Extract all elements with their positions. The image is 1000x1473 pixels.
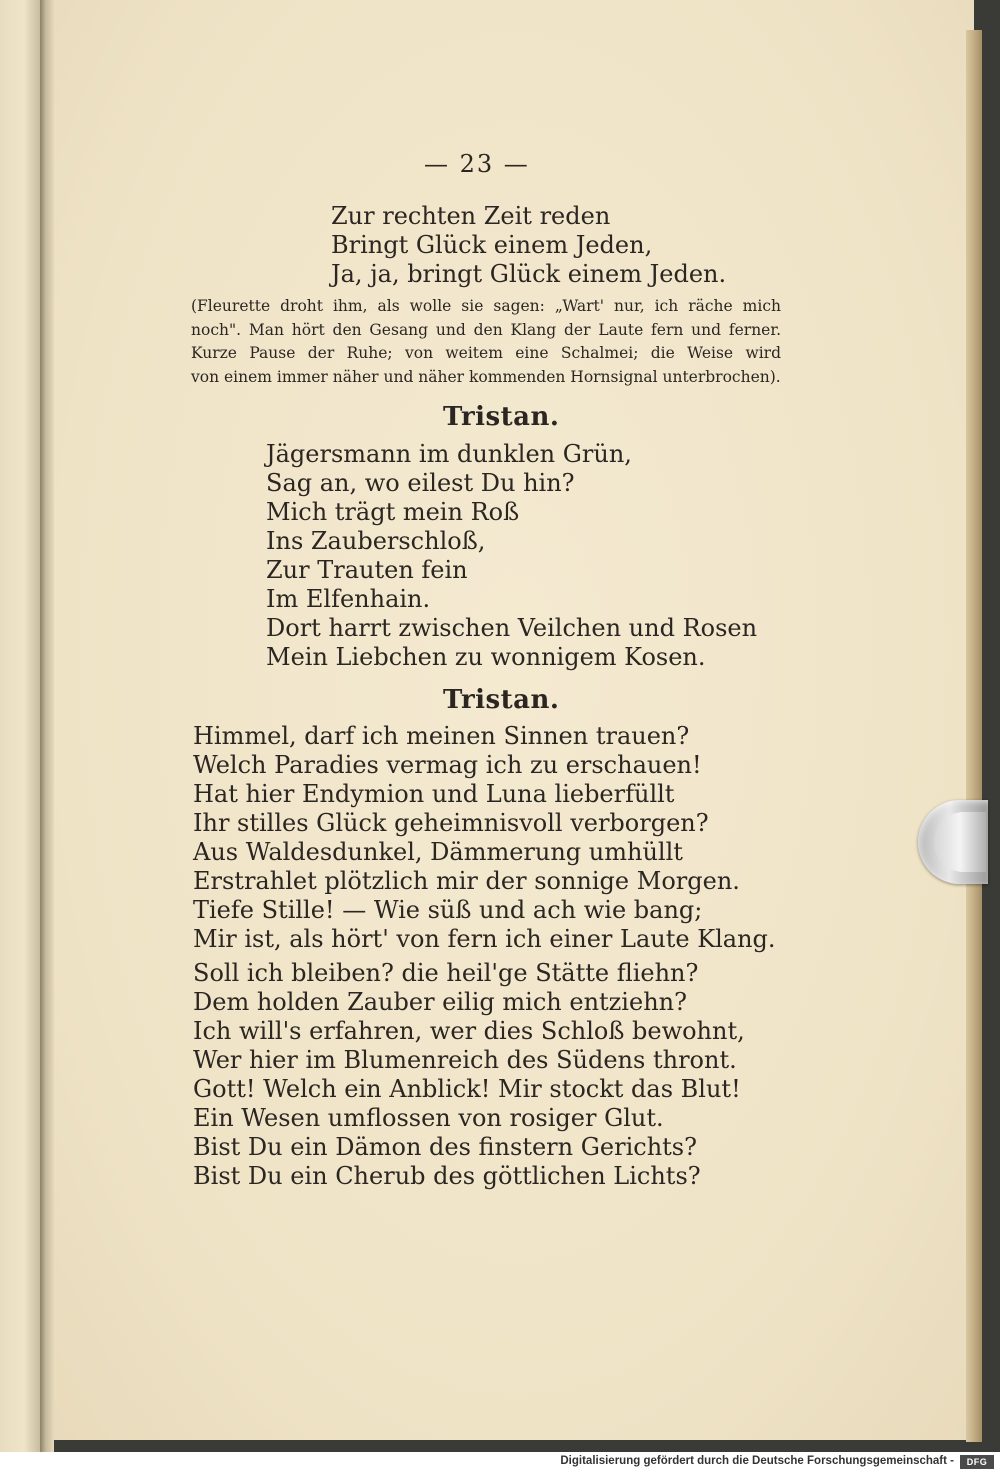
verse-line: Mir ist, als hört' von fern ich einer Laute Klang. (193, 925, 776, 953)
verse-line: Hat hier Endymion und Luna lieberfüllt (193, 780, 675, 808)
verse-line: Wer hier im Blumenreich des Südens thront. (193, 1046, 737, 1074)
book-gutter (40, 0, 54, 1452)
verse-line: Gott! Welch ein Anblick! Mir stockt das Blut! (193, 1075, 741, 1103)
verse-line: Himmel, darf ich meinen Sinnen trauen? (193, 722, 690, 750)
verse-line: Sag an, wo eilest Du hin? (266, 469, 575, 497)
digitization-credit: Digitalisierung gefördert durch die Deutsche Forschungsgemeinschaft - (560, 1455, 954, 1467)
song-line: Ja, ja, bringt Glück einem Jeden. (331, 260, 727, 288)
verse-line: Aus Waldesdunkel, Dämmerung umhüllt (193, 838, 683, 866)
song-line: Zur rechten Zeit reden (331, 202, 611, 230)
stage-direction-line: von einem immer näher und näher kommenden Hornsignal unterbrochen). (191, 367, 781, 386)
verse-line: Welch Paradies vermag ich zu erschauen! (193, 751, 702, 779)
speaker-heading: Tristan. (443, 685, 560, 715)
verse-line: Ins Zauberschloß, (266, 527, 486, 555)
page-stack-edge (966, 30, 982, 1442)
verse-line: Mein Liebchen zu wonnigem Kosen. (266, 643, 706, 671)
verse-line: Ein Wesen umflossen von rosiger Glut. (193, 1104, 664, 1132)
verse-line: Zur Trauten fein (266, 556, 468, 584)
verse-line: Bist Du ein Dämon des finstern Gerichts? (193, 1133, 697, 1161)
verse-line: Dort harrt zwischen Veilchen und Rosen (266, 614, 758, 642)
page-number: — 23 — (424, 150, 530, 178)
stage-direction (191, 295, 781, 389)
stage-direction-line: Kurze Pause der Ruhe; von weitem eine Schalmei; die Weise wird (191, 344, 781, 362)
left-page-edge (0, 0, 40, 1452)
dfg-logo: DFG (960, 1455, 994, 1469)
verse-line: Soll ich bleiben? die heil'ge Stätte fliehn? (193, 959, 699, 987)
stage-direction-line: (Fleurette droht ihm, als wolle sie sagen: „Wart' nur, ich räche mich (191, 297, 781, 315)
verse-line: Mich trägt mein Roß (266, 498, 520, 526)
verse-line: Erstrahlet plötzlich mir der sonnige Morgen. (193, 867, 740, 895)
verse-line: Bist Du ein Cherub des göttlichen Lichts? (193, 1162, 701, 1190)
verse-line: Tiefe Stille! — Wie süß und ach wie bang; (193, 896, 703, 924)
stage-direction-line: noch". Man hört den Gesang und den Klang der Laute fern und ferner. (191, 320, 781, 339)
verse-line: Im Elfenhain. (266, 585, 431, 613)
page-clip-highlight (934, 812, 986, 872)
verse-line: Jägersmann im dunklen Grün, (266, 440, 632, 468)
song-line: Bringt Glück einem Jeden, (331, 231, 653, 259)
verse-line: Ihr stilles Glück geheimnisvoll verborgen? (193, 809, 709, 837)
verse-line: Dem holden Zauber eilig mich entziehn? (193, 988, 687, 1016)
verse-line: Ich will's erfahren, wer dies Schloß bewohnt, (193, 1017, 745, 1045)
speaker-heading: Tristan. (443, 402, 560, 432)
